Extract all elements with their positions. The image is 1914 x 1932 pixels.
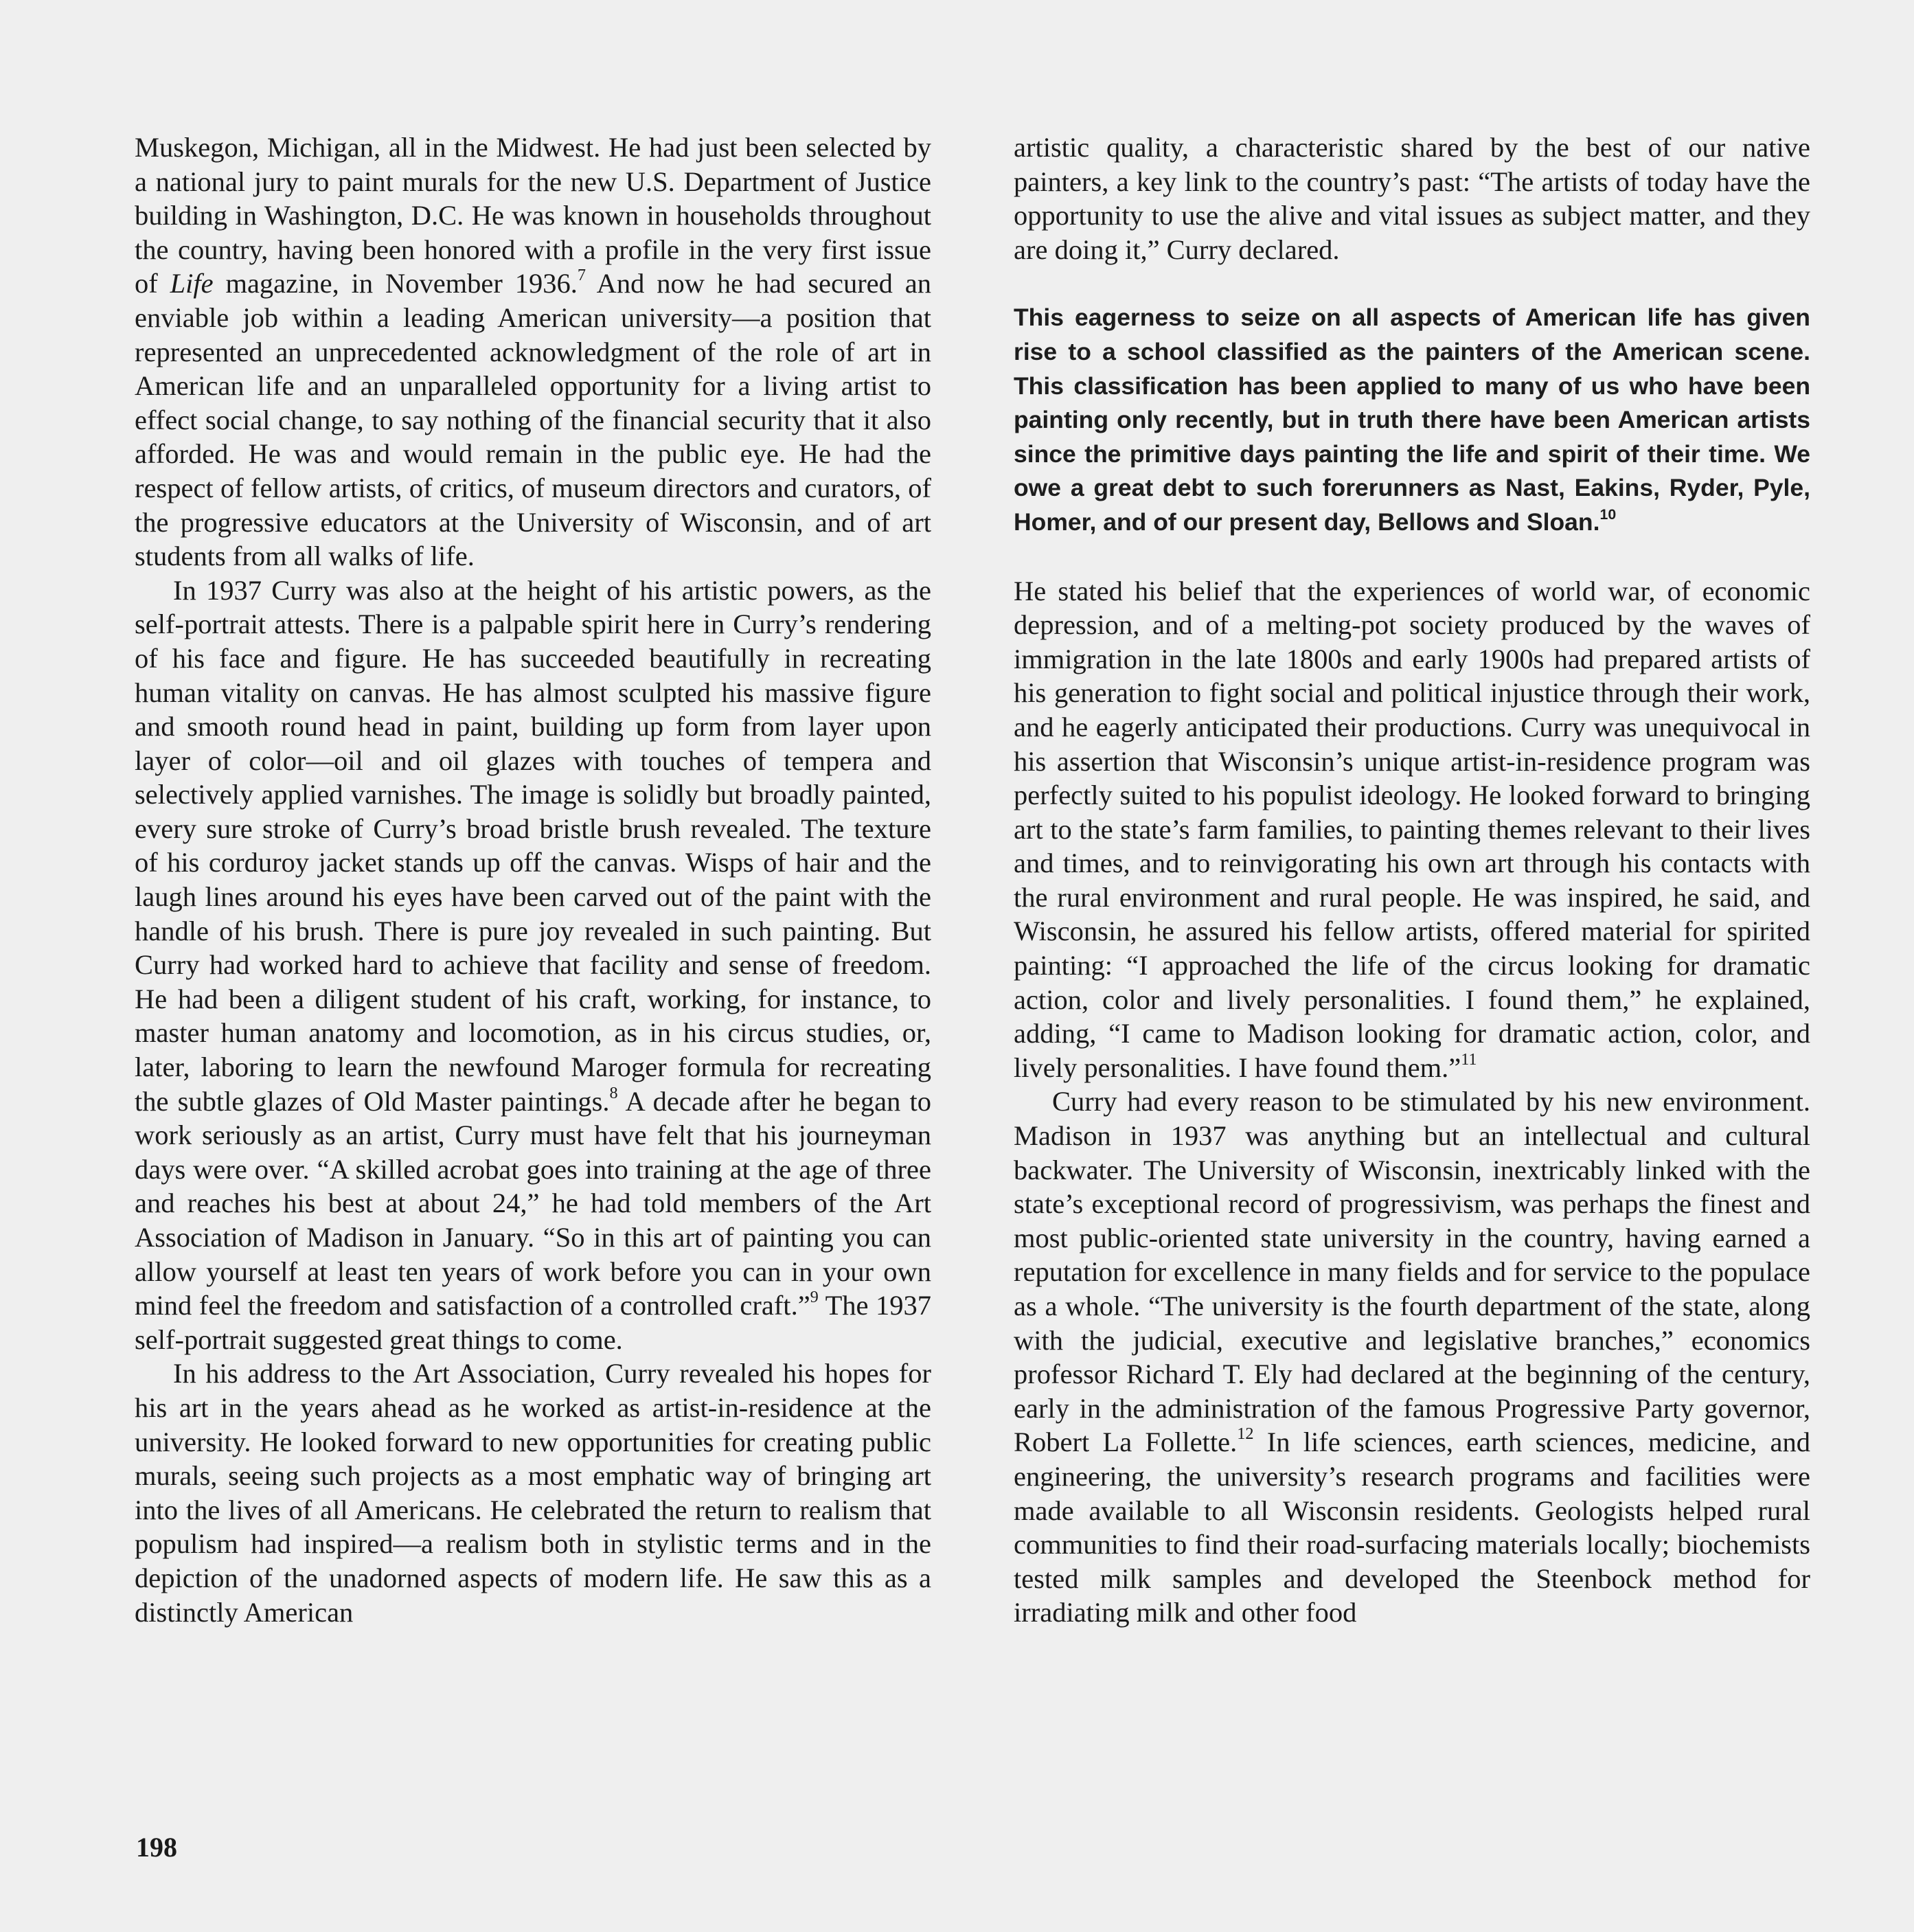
text-run: He stated his belief that the experiences of world war, of economic depression, and of a melting-pot society produced by the waves of immigration in the late 1800s and early 1900s had prepared artists of his generation to fight social and political injustice through their work, and he eagerly anticipated their productions. Curry was unequivocal in his assertion that Wisconsin’s unique artist-in-residence program was perfectly suited to his populist ideology. He looked forward to bringing art to the state’s farm families, to painting themes relevant to their lives and times, and to reinvigorating his own art through his contacts with the rural environment and rural people. He was inspired, he said, and Wisconsin, he assured his fellow artists, offered material for spirited painting: “I approached the life of the circus looking for dramatic action, color and lively personalities. I found them,” he explained, adding, “I came to Madison looking for dramatic action, color, and lively personalities. I have found them.” <box>1014 575 1810 1083</box>
magazine-title: Life <box>170 268 214 299</box>
left-column <box>135 130 931 1629</box>
paragraph <box>1014 1084 1810 1630</box>
footnote-ref: 12 <box>1237 1424 1254 1444</box>
footnote-ref: 11 <box>1461 1049 1477 1069</box>
footnote-ref: 9 <box>810 1287 819 1306</box>
text-run: In life sciences, earth sciences, medicine, and engineering, the university’s research programs and facilities were made available to all Wisconsin residents. Geologists helped rural communities to find their road-surfacing materials locally; biochemists tested milk samples and developed the Steenbock method for irradiating milk and other food <box>1014 1427 1810 1628</box>
right-column <box>1014 130 1810 1630</box>
text-run: magazine, in November 1936. <box>213 268 578 299</box>
paragraph <box>135 130 931 573</box>
footnote-ref: 8 <box>609 1083 618 1102</box>
quote-text: This eagerness to seize on all aspects of American life has given rise to a school classified as the painters of the American scene. This classification has been applied to many of us who have been painting only recently, but in truth there have been American artists since the primitive days painting the life and spirit of their time. We owe a great debt to such forerunners as Nast, Eakins, Ryder, Pyle, Homer, and of our present day, Bellows and Sloan. <box>1014 304 1810 536</box>
text-run: In 1937 Curry was also at the height of his artistic powers, as the self-portrait attests. There is a palpable spirit here in Curry’s rendering of his face and figure. He has succeeded beautifully in recreating human vitality on canvas. He has almost sculpted his massive figure and smooth round head in paint, building up form from layer upon layer of color—oil and oil glazes with touches of tempera and selectively applied varnishes. The image is solidly but broadly painted, every sure stroke of Curry’s broad bristle brush revealed. The texture of his corduroy jacket stands up off the canvas. Wisps of hair and the laugh lines around his eyes have been carved out of the paint with the handle of his brush. There is pure joy revealed in such painting. But Curry had worked hard to achieve that facility and sense of freedom. He had been a diligent student of his craft, working, for instance, to master human anatomy and locomotion, as in his circus studies, or, later, laboring to learn the newfound Maroger formula for recreating the subtle glazes of Old Master paintings. <box>135 574 931 1117</box>
page-number: 198 <box>136 1832 177 1863</box>
spacer <box>1014 266 1810 301</box>
text-run: And now he had secured an enviable job within a leading American university—a position that represented an unprecedented acknowledgment of the role of art in American life and an unparalleled opportunity for a living artist to effect social change, to say nothing of the financial security that it also afforded. He was and would remain in the public eye. He had the respect of fellow artists, of critics, of museum directors and curators, of the progressive educators at the University of Wisconsin, and of art students from all walks of life. <box>135 268 931 572</box>
paragraph <box>135 573 931 1357</box>
footnote-ref: 10 <box>1599 505 1617 523</box>
text-run: The 1937 self-portrait suggested great things to come. <box>135 1290 931 1355</box>
text-run: A decade after he began to work seriously as an artist, Curry must have felt that his journeyman days were over. “A skilled acrobat goes into training at the age of three and reaches his best at about 24,” he had told members of the Art Association of Madison in January. “So in this art of painting you can allow yourself at least ten years of work before you can in your own mind feel the freedom and satisfaction of a controlled craft.” <box>135 1085 931 1321</box>
block-quote <box>1014 301 1810 539</box>
footnote-ref: 7 <box>577 266 586 285</box>
paragraph: In his address to the Art Association, Curry revealed his hopes for his art in the years ahead as he worked as artist-in-residence at the university. He looked forward to new opportunities for creating public murals, seeing such projects as a most emphatic way of bringing art into the lives of all Americans. He celebrated the return to realism that populism had inspired—a realism both in stylistic terms and in the depiction of the unadorned aspects of modern life. He saw this as a distinctly American <box>135 1358 931 1628</box>
paragraph: artistic quality, a characteristic shared by the best of our native painters, a key link to the country’s past: “The artists of today have the opportunity to use the alive and vital issues as subject matter, and they are doing it,” Curry declared. <box>1014 132 1810 265</box>
text-run: Muskegon, Michigan, all in the Midwest. He had just been selected by a national jury to paint murals for the new U.S. Department of Justice building in Washington, D.C. He was known in households throughout the country, having been honored with a profile in the very first issue of <box>135 132 931 299</box>
spacer <box>1014 540 1810 574</box>
text-run: Curry had every reason to be stimulated by his new environment. Madison in 1937 was anything but an intellectual and cultural backwater. The University of Wisconsin, inextricably linked with the state’s exceptional record of progressivism, was perhaps the finest and most public-oriented state university in the country, having earned a reputation for excellence in many fields and for service to the populace as a whole. “The university is the fourth department of the state, along with the judicial, executive and legislative branches,” economics professor Richard T. Ely had declared at the beginning of the century, early in the administration of the famous Progressive Party governor, Robert La Follette. <box>1014 1086 1810 1458</box>
paragraph <box>1014 574 1810 1085</box>
